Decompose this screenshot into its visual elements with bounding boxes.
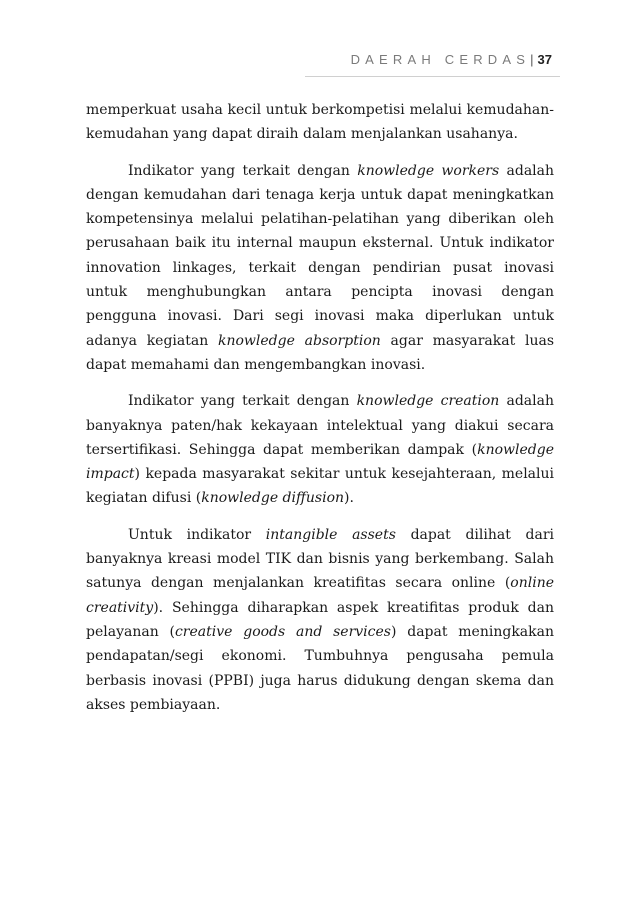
text-run: ) kepada masyarakat sekitar untuk kesejahteraan, melalui kegiatan difusi ( xyxy=(86,466,554,507)
italic-term: knowledge diffusion xyxy=(201,490,345,507)
header-rule xyxy=(305,76,560,77)
paragraph-4 xyxy=(86,523,554,717)
paragraph-2 xyxy=(86,159,554,378)
italic-term: knowledge creation xyxy=(356,393,500,410)
text-run: Untuk indikator xyxy=(128,526,266,543)
text-run: ) dapat meningkakan pendapatan/segi ekonomi. Tumbuhnya pengusaha pemula berbasis inovasi (PPBI) juga harus didukung dengan skema dan akses pembiayaan. xyxy=(86,623,554,713)
italic-term: knowledge absorption xyxy=(218,332,381,349)
text-run: ). xyxy=(344,490,354,507)
text-run: Indikator yang terkait dengan xyxy=(128,393,357,410)
text-run: agar masyarakat luas dapat memahami dan mengembangkan inovasi. xyxy=(86,332,554,373)
italic-term: intangible assets xyxy=(265,526,396,543)
italic-term: online creativity xyxy=(86,575,554,616)
italic-term: knowledge workers xyxy=(357,162,500,179)
running-header xyxy=(351,52,552,67)
body-text xyxy=(86,98,554,729)
paragraph-1 xyxy=(86,98,554,147)
text-run: ). Sehingga diharapkan aspek kreatifitas produk dan pelayanan ( xyxy=(86,599,554,640)
text-run: Indikator yang terkait dengan xyxy=(128,162,358,179)
text-run: adalah dengan kemudahan dari tenaga kerja untuk dapat meningkatkan kompetensinya melalui pelatihan-pelatihan yang diberikan oleh perusahaan baik itu internal maupun eksternal. Untuk indikator innovation linkages, terkait dengan pendirian pusat inovasi untuk menghubungkan antara pencipta inovasi dengan pengguna inovasi. Dari segi inovasi maka diperlukan untuk adanya kegiatan xyxy=(86,162,555,349)
text-run: adalah banyaknya paten/hak kekayaan intelektual yang diakui secara tersertifikasi. Sehingga dapat memberikan dampak ( xyxy=(86,393,554,458)
paragraph-3 xyxy=(86,389,554,510)
italic-term: creative goods and services xyxy=(174,623,391,640)
page-number: 37 xyxy=(537,52,552,67)
header-separator: | xyxy=(530,52,534,67)
text-run: memperkuat usaha kecil untuk berkompetisi melalui kemudahan-kemudahan yang dapat diraih dalam menjalankan usahanya. xyxy=(86,102,554,143)
header-title: DAERAH CERDAS xyxy=(350,52,531,67)
text-run: dapat dilihat dari banyaknya kreasi model TIK dan bisnis yang berkembang. Salah satunya dengan menjalankan kreatifitas secara online ( xyxy=(86,526,554,592)
italic-term: knowledge impact xyxy=(86,441,554,483)
